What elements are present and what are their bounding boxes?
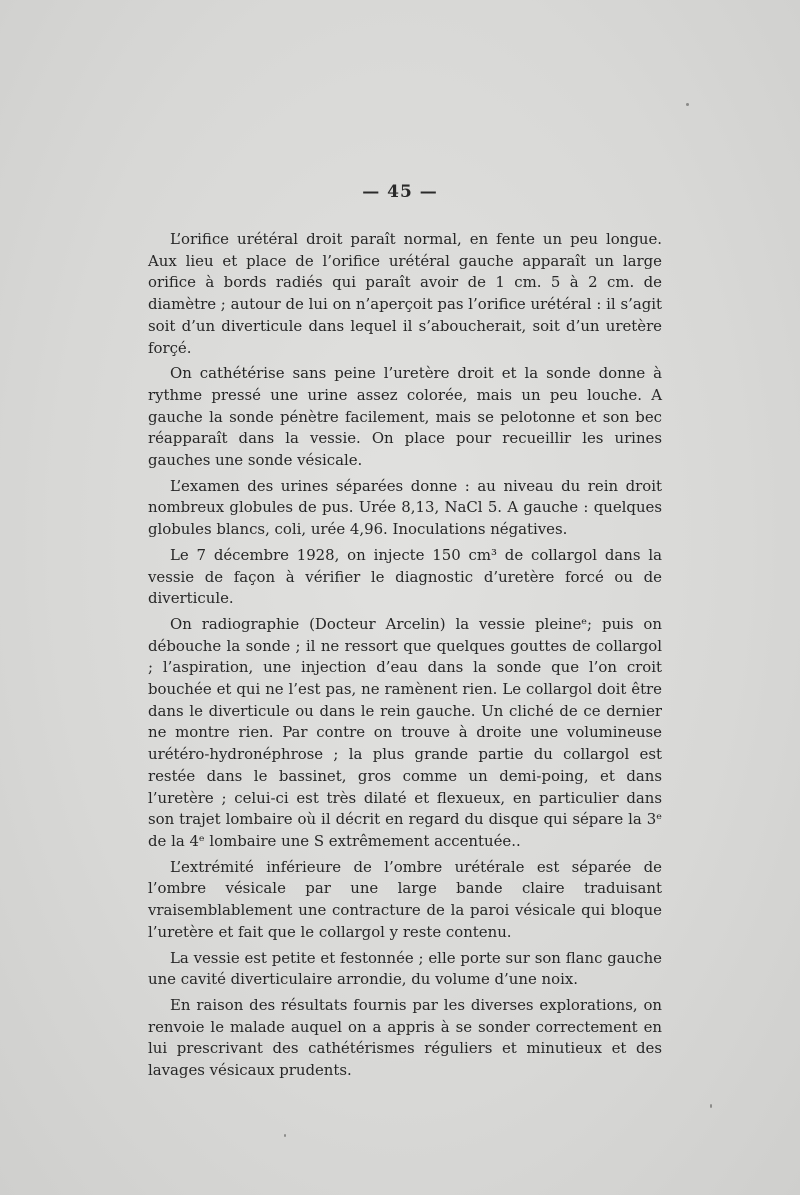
paragraph-3: L’examen des urines séparées donne : au niveau du rein droit nombreux globules de pus. Urée 8,13, NaCl 5. A gauche : quelques globules blancs, coli, urée 4,96. Inoculations négatives. [148, 476, 662, 539]
paragraph-5: On radiographie (Docteur Arcelin) la vessie pleineᵉ; puis on débouche la sonde ; il ne ressort que quelques gouttes de collargol ; l’aspiration, une injection d’eau dans la sonde que l’on croit bouchée et qui ne l’est pas, ne ramènent rien. Le collargol doit être dans le diverticule ou dans le rein gauche. Un cliché de ce dernier ne montre rien. Par contre on trouve à droite une volumineuse urétéro-hydronéphrose ; la plus grande partie du collargol est restée dans le bassinet, gros comme un demi-poing, et dans l’uretère ; celui-ci est très dilaté et flexueux, en particulier dans son trajet lombaire où il décrit en regard du disque qui sépare la 3ᵉ de la 4ᵉ lombaire une S extrêmement accentuée.. [148, 614, 662, 850]
paragraph-8: En raison des résultats fournis par les diverses explorations, on renvoie le malade auquel on a appris à se sonder correctement en lui prescrivant des cathétérismes réguliers et minutieux et des lavages vésicaux prudents. [148, 995, 662, 1080]
page-number: — 45 — [362, 182, 438, 202]
paragraph-4: Le 7 décembre 1928, on injecte 150 cm³ de collargol dans la vessie de façon à vérifier le diagnostic d’uretère forcé ou de diverticule. [148, 545, 662, 608]
paper-speck [710, 1104, 712, 1108]
paragraph-1: L’orifice urétéral droit paraît normal, en fente un peu longue. Aux lieu et place de l’orifice urétéral gauche apparaît un large orifice à bords radiés qui paraît avoir de 1 cm. 5 à 2 cm. de diamètre ; autour de lui on n’aperçoit pas l’orifice urétéral : il s’agit soit d’un diverticule dans lequel il s’aboucherait, soit d’un uretère forçé. [148, 230, 662, 357]
body-text [148, 229, 662, 1086]
paragraph-7: La vessie est petite et festonnée ; elle porte sur son flanc gauche une cavité diverticulaire arrondie, du volume d’une noix. [148, 948, 662, 989]
paragraph-6: L’extrémité inférieure de l’ombre urétérale est séparée de l’ombre vésicale par une large bande claire traduisant vraisemblablement une contracture de la paroi vésicale qui bloque l’uretère et fait que le collargol y reste contenu. [148, 857, 662, 941]
paper-speck [284, 1134, 286, 1137]
paper-speck [686, 103, 689, 106]
paragraph-2: On cathétérise sans peine l’uretère droit et la sonde donne à rythme pressé une urine assez colorée, mais un peu louche. A gauche la sonde pénètre facilement, mais se pelotonne et son bec réapparaît dans la vessie. On place pour recueillir les urines gauches une sonde vésicale. [148, 364, 662, 470]
